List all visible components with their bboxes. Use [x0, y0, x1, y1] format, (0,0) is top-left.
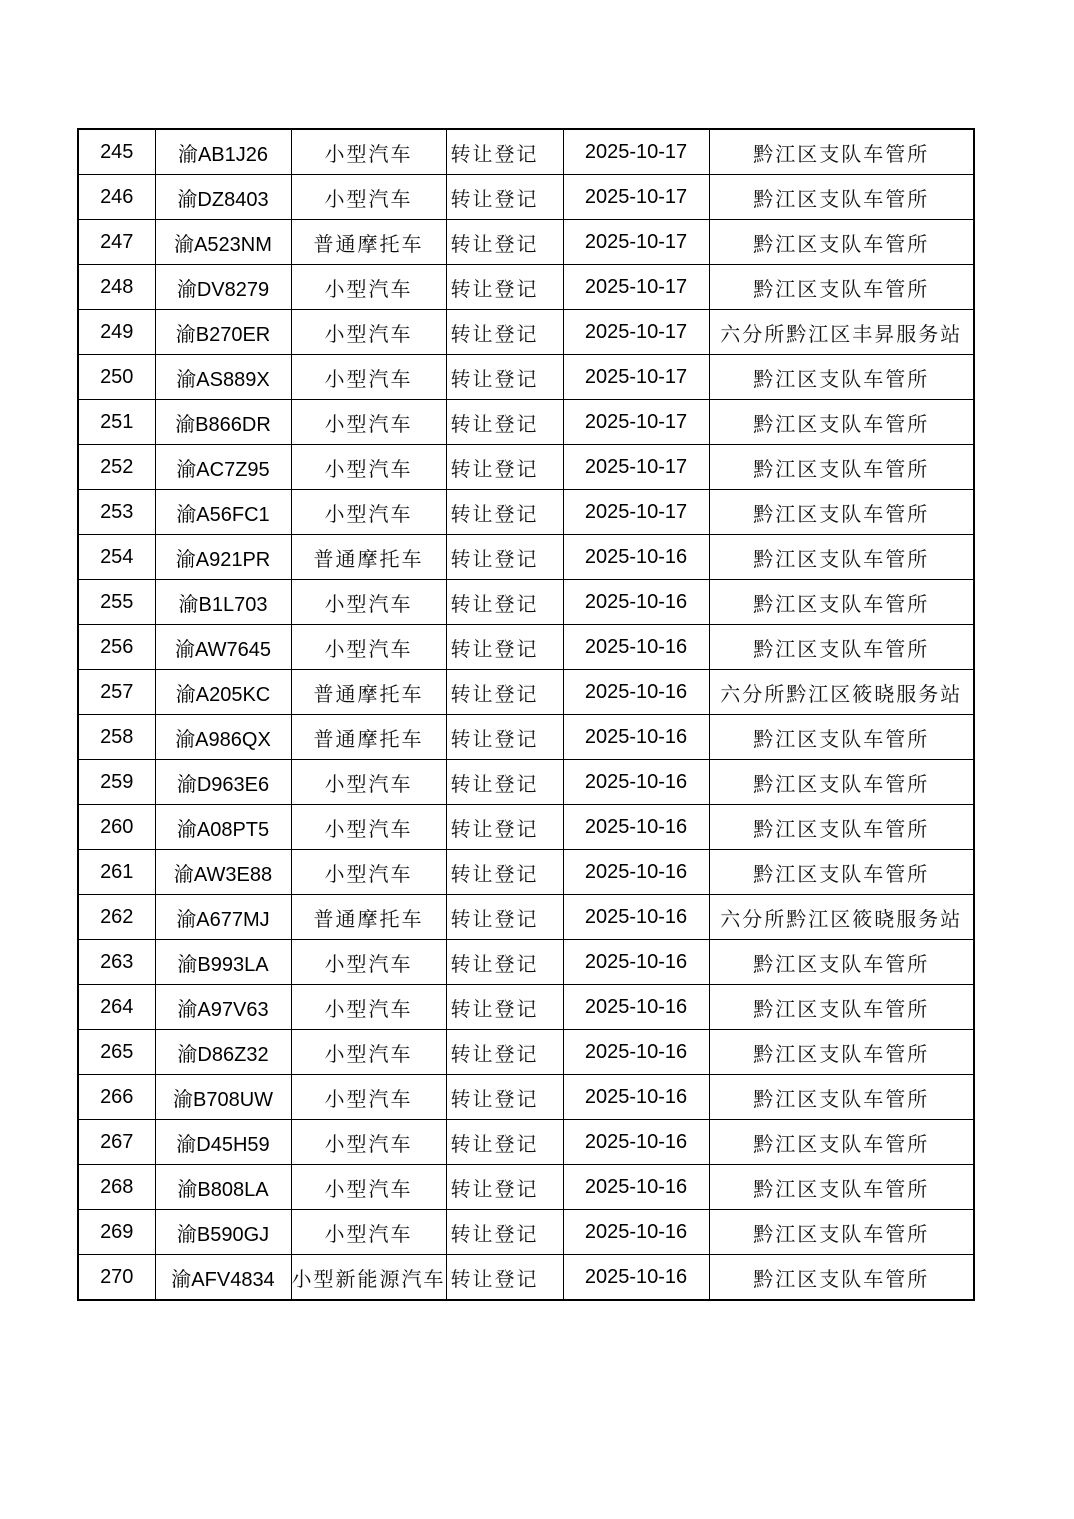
- row-number-cell: 254: [78, 535, 155, 580]
- date-cell: 2025-10-17: [563, 490, 709, 535]
- office-cell: 黔江区支队车管所: [709, 1120, 974, 1165]
- plate-number-cell: 渝B708UW: [155, 1075, 291, 1120]
- vehicle-type-cell: 小型汽车: [291, 355, 446, 400]
- table-row: [78, 715, 974, 760]
- date-cell: 2025-10-16: [563, 760, 709, 805]
- office-cell: 黔江区支队车管所: [709, 265, 974, 310]
- row-number-cell: 251: [78, 400, 155, 445]
- business-type-cell: 转让登记: [446, 760, 563, 805]
- date-cell: 2025-10-17: [563, 310, 709, 355]
- row-number-cell: 248: [78, 265, 155, 310]
- vehicle-type-cell: 小型汽车: [291, 175, 446, 220]
- vehicle-type-cell: 小型汽车: [291, 445, 446, 490]
- row-number-cell: 270: [78, 1255, 155, 1301]
- table-row: [78, 1075, 974, 1120]
- table-row: [78, 940, 974, 985]
- date-cell: 2025-10-16: [563, 850, 709, 895]
- vehicle-type-cell: 小型汽车: [291, 580, 446, 625]
- date-cell: 2025-10-16: [563, 940, 709, 985]
- vehicle-type-cell: 小型汽车: [291, 985, 446, 1030]
- office-cell: 黔江区支队车管所: [709, 715, 974, 760]
- table-row: [78, 1165, 974, 1210]
- row-number-cell: 261: [78, 850, 155, 895]
- business-type-cell: 转让登记: [446, 580, 563, 625]
- office-cell: 六分所黔江区筱晓服务站: [709, 670, 974, 715]
- date-cell: 2025-10-17: [563, 265, 709, 310]
- vehicle-type-cell: 小型汽车: [291, 1075, 446, 1120]
- table-row: [78, 1210, 974, 1255]
- office-cell: 黔江区支队车管所: [709, 490, 974, 535]
- table-row: [78, 985, 974, 1030]
- business-type-cell: 转让登记: [446, 1165, 563, 1210]
- office-cell: 黔江区支队车管所: [709, 850, 974, 895]
- row-number-cell: 269: [78, 1210, 155, 1255]
- row-number-cell: 249: [78, 310, 155, 355]
- plate-number-cell: 渝B808LA: [155, 1165, 291, 1210]
- row-number-cell: 246: [78, 175, 155, 220]
- office-cell: 黔江区支队车管所: [709, 805, 974, 850]
- row-number-cell: 245: [78, 129, 155, 175]
- table-row: [78, 175, 974, 220]
- office-cell: 黔江区支队车管所: [709, 985, 974, 1030]
- business-type-cell: 转让登记: [446, 265, 563, 310]
- plate-number-cell: 渝DV8279: [155, 265, 291, 310]
- date-cell: 2025-10-16: [563, 895, 709, 940]
- table-row: [78, 310, 974, 355]
- plate-number-cell: 渝AW7645: [155, 625, 291, 670]
- vehicle-type-cell: 小型汽车: [291, 760, 446, 805]
- table-row: [78, 760, 974, 805]
- business-type-cell: 转让登记: [446, 129, 563, 175]
- office-cell: 黔江区支队车管所: [709, 580, 974, 625]
- table-row: [78, 265, 974, 310]
- vehicle-type-cell: 小型汽车: [291, 850, 446, 895]
- date-cell: 2025-10-17: [563, 175, 709, 220]
- plate-number-cell: 渝A205KC: [155, 670, 291, 715]
- business-type-cell: 转让登记: [446, 715, 563, 760]
- business-type-cell: 转让登记: [446, 490, 563, 535]
- date-cell: 2025-10-17: [563, 400, 709, 445]
- table-row: [78, 490, 974, 535]
- office-cell: 黔江区支队车管所: [709, 1030, 974, 1075]
- date-cell: 2025-10-17: [563, 220, 709, 265]
- plate-number-cell: 渝B1L703: [155, 580, 291, 625]
- business-type-cell: 转让登记: [446, 895, 563, 940]
- plate-number-cell: 渝AW3E88: [155, 850, 291, 895]
- plate-number-cell: 渝B590GJ: [155, 1210, 291, 1255]
- business-type-cell: 转让登记: [446, 310, 563, 355]
- plate-number-cell: 渝B866DR: [155, 400, 291, 445]
- office-cell: 黔江区支队车管所: [709, 220, 974, 265]
- table-body: [78, 129, 974, 1300]
- row-number-cell: 264: [78, 985, 155, 1030]
- business-type-cell: 转让登记: [446, 400, 563, 445]
- office-cell: 黔江区支队车管所: [709, 1210, 974, 1255]
- row-number-cell: 255: [78, 580, 155, 625]
- table-row: [78, 535, 974, 580]
- office-cell: 黔江区支队车管所: [709, 175, 974, 220]
- plate-number-cell: 渝DZ8403: [155, 175, 291, 220]
- office-cell: 六分所黔江区筱晓服务站: [709, 895, 974, 940]
- date-cell: 2025-10-17: [563, 129, 709, 175]
- table-row: [78, 895, 974, 940]
- vehicle-type-cell: 小型汽车: [291, 940, 446, 985]
- table-row: [78, 850, 974, 895]
- plate-number-cell: 渝AS889X: [155, 355, 291, 400]
- vehicle-type-cell: 普通摩托车: [291, 670, 446, 715]
- vehicle-type-cell: 小型汽车: [291, 625, 446, 670]
- business-type-cell: 转让登记: [446, 985, 563, 1030]
- vehicle-type-cell: 小型汽车: [291, 490, 446, 535]
- office-cell: 黔江区支队车管所: [709, 129, 974, 175]
- row-number-cell: 247: [78, 220, 155, 265]
- row-number-cell: 265: [78, 1030, 155, 1075]
- office-cell: 黔江区支队车管所: [709, 445, 974, 490]
- office-cell: 黔江区支队车管所: [709, 1255, 974, 1301]
- vehicle-type-cell: 小型汽车: [291, 1120, 446, 1165]
- vehicle-type-cell: 普通摩托车: [291, 220, 446, 265]
- business-type-cell: 转让登记: [446, 1030, 563, 1075]
- plate-number-cell: 渝AC7Z95: [155, 445, 291, 490]
- vehicle-type-cell: 普通摩托车: [291, 895, 446, 940]
- business-type-cell: 转让登记: [446, 1255, 563, 1301]
- plate-number-cell: 渝B270ER: [155, 310, 291, 355]
- date-cell: 2025-10-16: [563, 1120, 709, 1165]
- business-type-cell: 转让登记: [446, 850, 563, 895]
- business-type-cell: 转让登记: [446, 175, 563, 220]
- office-cell: 黔江区支队车管所: [709, 400, 974, 445]
- vehicle-type-cell: 小型汽车: [291, 1165, 446, 1210]
- plate-number-cell: 渝D45H59: [155, 1120, 291, 1165]
- plate-number-cell: 渝A986QX: [155, 715, 291, 760]
- vehicle-type-cell: 普通摩托车: [291, 535, 446, 580]
- business-type-cell: 转让登记: [446, 805, 563, 850]
- office-cell: 六分所黔江区丰昇服务站: [709, 310, 974, 355]
- business-type-cell: 转让登记: [446, 670, 563, 715]
- plate-number-cell: 渝A97V63: [155, 985, 291, 1030]
- vehicle-type-cell: 小型汽车: [291, 310, 446, 355]
- row-number-cell: 263: [78, 940, 155, 985]
- date-cell: 2025-10-16: [563, 805, 709, 850]
- office-cell: 黔江区支队车管所: [709, 760, 974, 805]
- business-type-cell: 转让登记: [446, 535, 563, 580]
- business-type-cell: 转让登记: [446, 1210, 563, 1255]
- table-row: [78, 220, 974, 265]
- row-number-cell: 268: [78, 1165, 155, 1210]
- office-cell: 黔江区支队车管所: [709, 940, 974, 985]
- vehicle-type-cell: 普通摩托车: [291, 715, 446, 760]
- plate-number-cell: 渝A677MJ: [155, 895, 291, 940]
- office-cell: 黔江区支队车管所: [709, 1165, 974, 1210]
- office-cell: 黔江区支队车管所: [709, 355, 974, 400]
- table-row: [78, 1120, 974, 1165]
- office-cell: 黔江区支队车管所: [709, 625, 974, 670]
- date-cell: 2025-10-16: [563, 1075, 709, 1120]
- row-number-cell: 257: [78, 670, 155, 715]
- vehicle-type-cell: 小型汽车: [291, 400, 446, 445]
- table-row: [78, 670, 974, 715]
- date-cell: 2025-10-16: [563, 1210, 709, 1255]
- plate-number-cell: 渝AFV4834: [155, 1255, 291, 1301]
- date-cell: 2025-10-16: [563, 715, 709, 760]
- date-cell: 2025-10-16: [563, 535, 709, 580]
- table-row: [78, 400, 974, 445]
- row-number-cell: 253: [78, 490, 155, 535]
- row-number-cell: 262: [78, 895, 155, 940]
- date-cell: 2025-10-16: [563, 625, 709, 670]
- row-number-cell: 260: [78, 805, 155, 850]
- plate-number-cell: 渝A921PR: [155, 535, 291, 580]
- date-cell: 2025-10-16: [563, 985, 709, 1030]
- plate-number-cell: 渝A523NM: [155, 220, 291, 265]
- table-row: [78, 805, 974, 850]
- row-number-cell: 256: [78, 625, 155, 670]
- office-cell: 黔江区支队车管所: [709, 1075, 974, 1120]
- vehicle-type-cell: 小型新能源汽车: [291, 1255, 446, 1301]
- date-cell: 2025-10-16: [563, 1255, 709, 1301]
- plate-number-cell: 渝D963E6: [155, 760, 291, 805]
- row-number-cell: 266: [78, 1075, 155, 1120]
- plate-number-cell: 渝B993LA: [155, 940, 291, 985]
- table-row: [78, 355, 974, 400]
- date-cell: 2025-10-16: [563, 1165, 709, 1210]
- row-number-cell: 259: [78, 760, 155, 805]
- office-cell: 黔江区支队车管所: [709, 535, 974, 580]
- vehicle-type-cell: 小型汽车: [291, 1030, 446, 1075]
- business-type-cell: 转让登记: [446, 220, 563, 265]
- row-number-cell: 252: [78, 445, 155, 490]
- date-cell: 2025-10-17: [563, 355, 709, 400]
- business-type-cell: 转让登记: [446, 355, 563, 400]
- date-cell: 2025-10-17: [563, 445, 709, 490]
- table-row: [78, 129, 974, 175]
- row-number-cell: 250: [78, 355, 155, 400]
- table-row: [78, 625, 974, 670]
- business-type-cell: 转让登记: [446, 625, 563, 670]
- business-type-cell: 转让登记: [446, 1075, 563, 1120]
- table-row: [78, 580, 974, 625]
- date-cell: 2025-10-16: [563, 670, 709, 715]
- plate-number-cell: 渝A08PT5: [155, 805, 291, 850]
- business-type-cell: 转让登记: [446, 1120, 563, 1165]
- table-row: [78, 445, 974, 490]
- row-number-cell: 258: [78, 715, 155, 760]
- plate-number-cell: 渝AB1J26: [155, 129, 291, 175]
- table-row: [78, 1030, 974, 1075]
- registration-table: [77, 128, 975, 1301]
- vehicle-type-cell: 小型汽车: [291, 129, 446, 175]
- vehicle-type-cell: 小型汽车: [291, 1210, 446, 1255]
- vehicle-type-cell: 小型汽车: [291, 265, 446, 310]
- plate-number-cell: 渝D86Z32: [155, 1030, 291, 1075]
- business-type-cell: 转让登记: [446, 445, 563, 490]
- plate-number-cell: 渝A56FC1: [155, 490, 291, 535]
- date-cell: 2025-10-16: [563, 580, 709, 625]
- table-row: [78, 1255, 974, 1301]
- business-type-cell: 转让登记: [446, 940, 563, 985]
- vehicle-type-cell: 小型汽车: [291, 805, 446, 850]
- date-cell: 2025-10-16: [563, 1030, 709, 1075]
- row-number-cell: 267: [78, 1120, 155, 1165]
